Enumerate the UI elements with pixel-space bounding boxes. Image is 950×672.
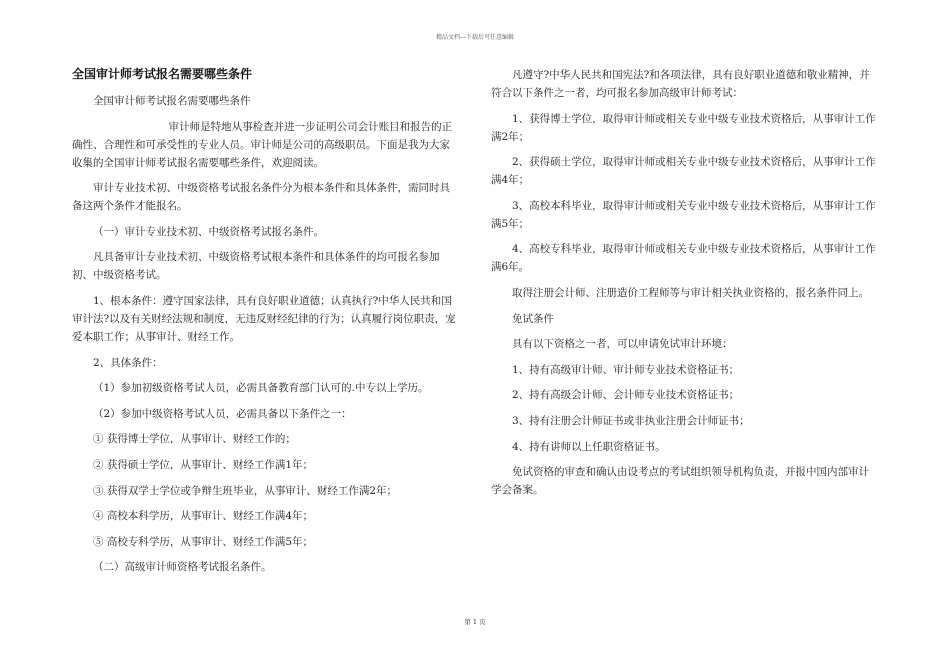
right-column (491, 66, 877, 507)
list-item: ⑤ 高校专科学历，从事审计、财经工作满5年； (93, 535, 314, 548)
paragraph: 2、具体条件： (93, 356, 163, 369)
paragraph: 具有以下资格之一者，可以申请免试审计环境： (512, 338, 733, 351)
list-item: ④ 高校本科学历，从事审计、财经工作满4年； (93, 510, 314, 523)
paragraph: 凡具备审计专业技术初、中级资格考试根本条件和具体条件的均可报名参加初、中级资格考试。 (72, 251, 440, 282)
list-item: 3、高校本科毕业，取得审计师或相关专业中级专业技术资格后，从事审计工作满5年； (491, 199, 876, 230)
left-column (72, 66, 458, 584)
list-item: ② 获得硕士学位，从事审计、财经工作满1年； (93, 458, 314, 471)
list-item: ③ 获得双学士学位或争辩生班毕业，从事审计、财经工作满2年； (93, 484, 398, 497)
document-title: 全国审计师考试报名需要哪些条件 (72, 67, 253, 81)
intro-paragraph: 审计师是特地从事检查并进一步证明公司会计账目和报告的正确性、合理性和可承受性的专业人员。审计师是公司的高级职员。下面是我为大家收集的全国审计师考试报名需要哪些条件，欢迎阅读。 (72, 120, 453, 169)
list-item: 2、持有高级会计师、会计师专业技术资格证书； (512, 389, 740, 402)
paragraph: 1、根本条件：遵守国家法律，具有良好职业道德；认真执行?中华人民共和国审计法?以及有关财经法规和制度，无违反财经纪律的行为；认真履行岗位职责，宠爱本职工作；从事审计、财经工作。 (72, 294, 456, 343)
list-item: 3、持有注册会计师证书或非执业注册会计师证书； (512, 414, 750, 427)
list-item: 1、获得博士学位，取得审计师或相关专业中级专业技术资格后，从事审计工作满2年； (491, 112, 876, 143)
list-item: 2、获得硕士学位，取得审计师或相关专业中级专业技术资格后，从事审计工作满4年； (491, 156, 876, 187)
list-item: 1、持有高级审计师、审计师专业技术资格证书； (512, 363, 740, 376)
list-item: 4、高校专科毕业，取得审计师或相关专业中级专业技术资格后，从事审计工作满6年。 (491, 243, 876, 274)
paragraph: 凡遵守?中华人民共和国宪法?和各项法律，具有良好职业道德和敬业精神，并符合以下条件之一者，均可报名参加高级审计师考试： (491, 69, 870, 99)
subtitle-paragraph: 全国审计师考试报名需要哪些条件 (93, 95, 251, 107)
section-heading: 免试条件 (512, 312, 554, 325)
list-item: ① 获得博士学位，从事审计、财经工作的； (93, 433, 296, 446)
list-item: （1）参加初级资格考试人员，必需具备教育部门认可的.中专以上学历。 (93, 382, 429, 395)
list-item: （2）参加中级资格考试人员，必需具备以下条件之一： (93, 407, 352, 420)
header-note: 精品文档---下载后可任意编辑 (435, 34, 515, 41)
section-heading: （一）审计专业技术初、中级资格考试报名条件。 (93, 225, 324, 238)
page-number: 第 1 页 (464, 618, 486, 626)
list-item: 4、持有讲师以上任职资格证书。 (512, 440, 666, 453)
paragraph: 免试资格的审查和确认由设考点的考试组织领导机构负责，并报中国内部审计学会备案。 (491, 466, 869, 497)
paragraph: 取得注册会计师、注册造价工程师等与审计相关执业资格的，报名条件同上。 (512, 286, 869, 299)
paragraph: 审计专业技术初、中级资格考试报名条件分为根本条件和具体条件，需同时具备这两个条件才能报名。 (72, 182, 450, 213)
section-heading: （二）高级审计师资格考试报名条件。 (93, 561, 272, 574)
